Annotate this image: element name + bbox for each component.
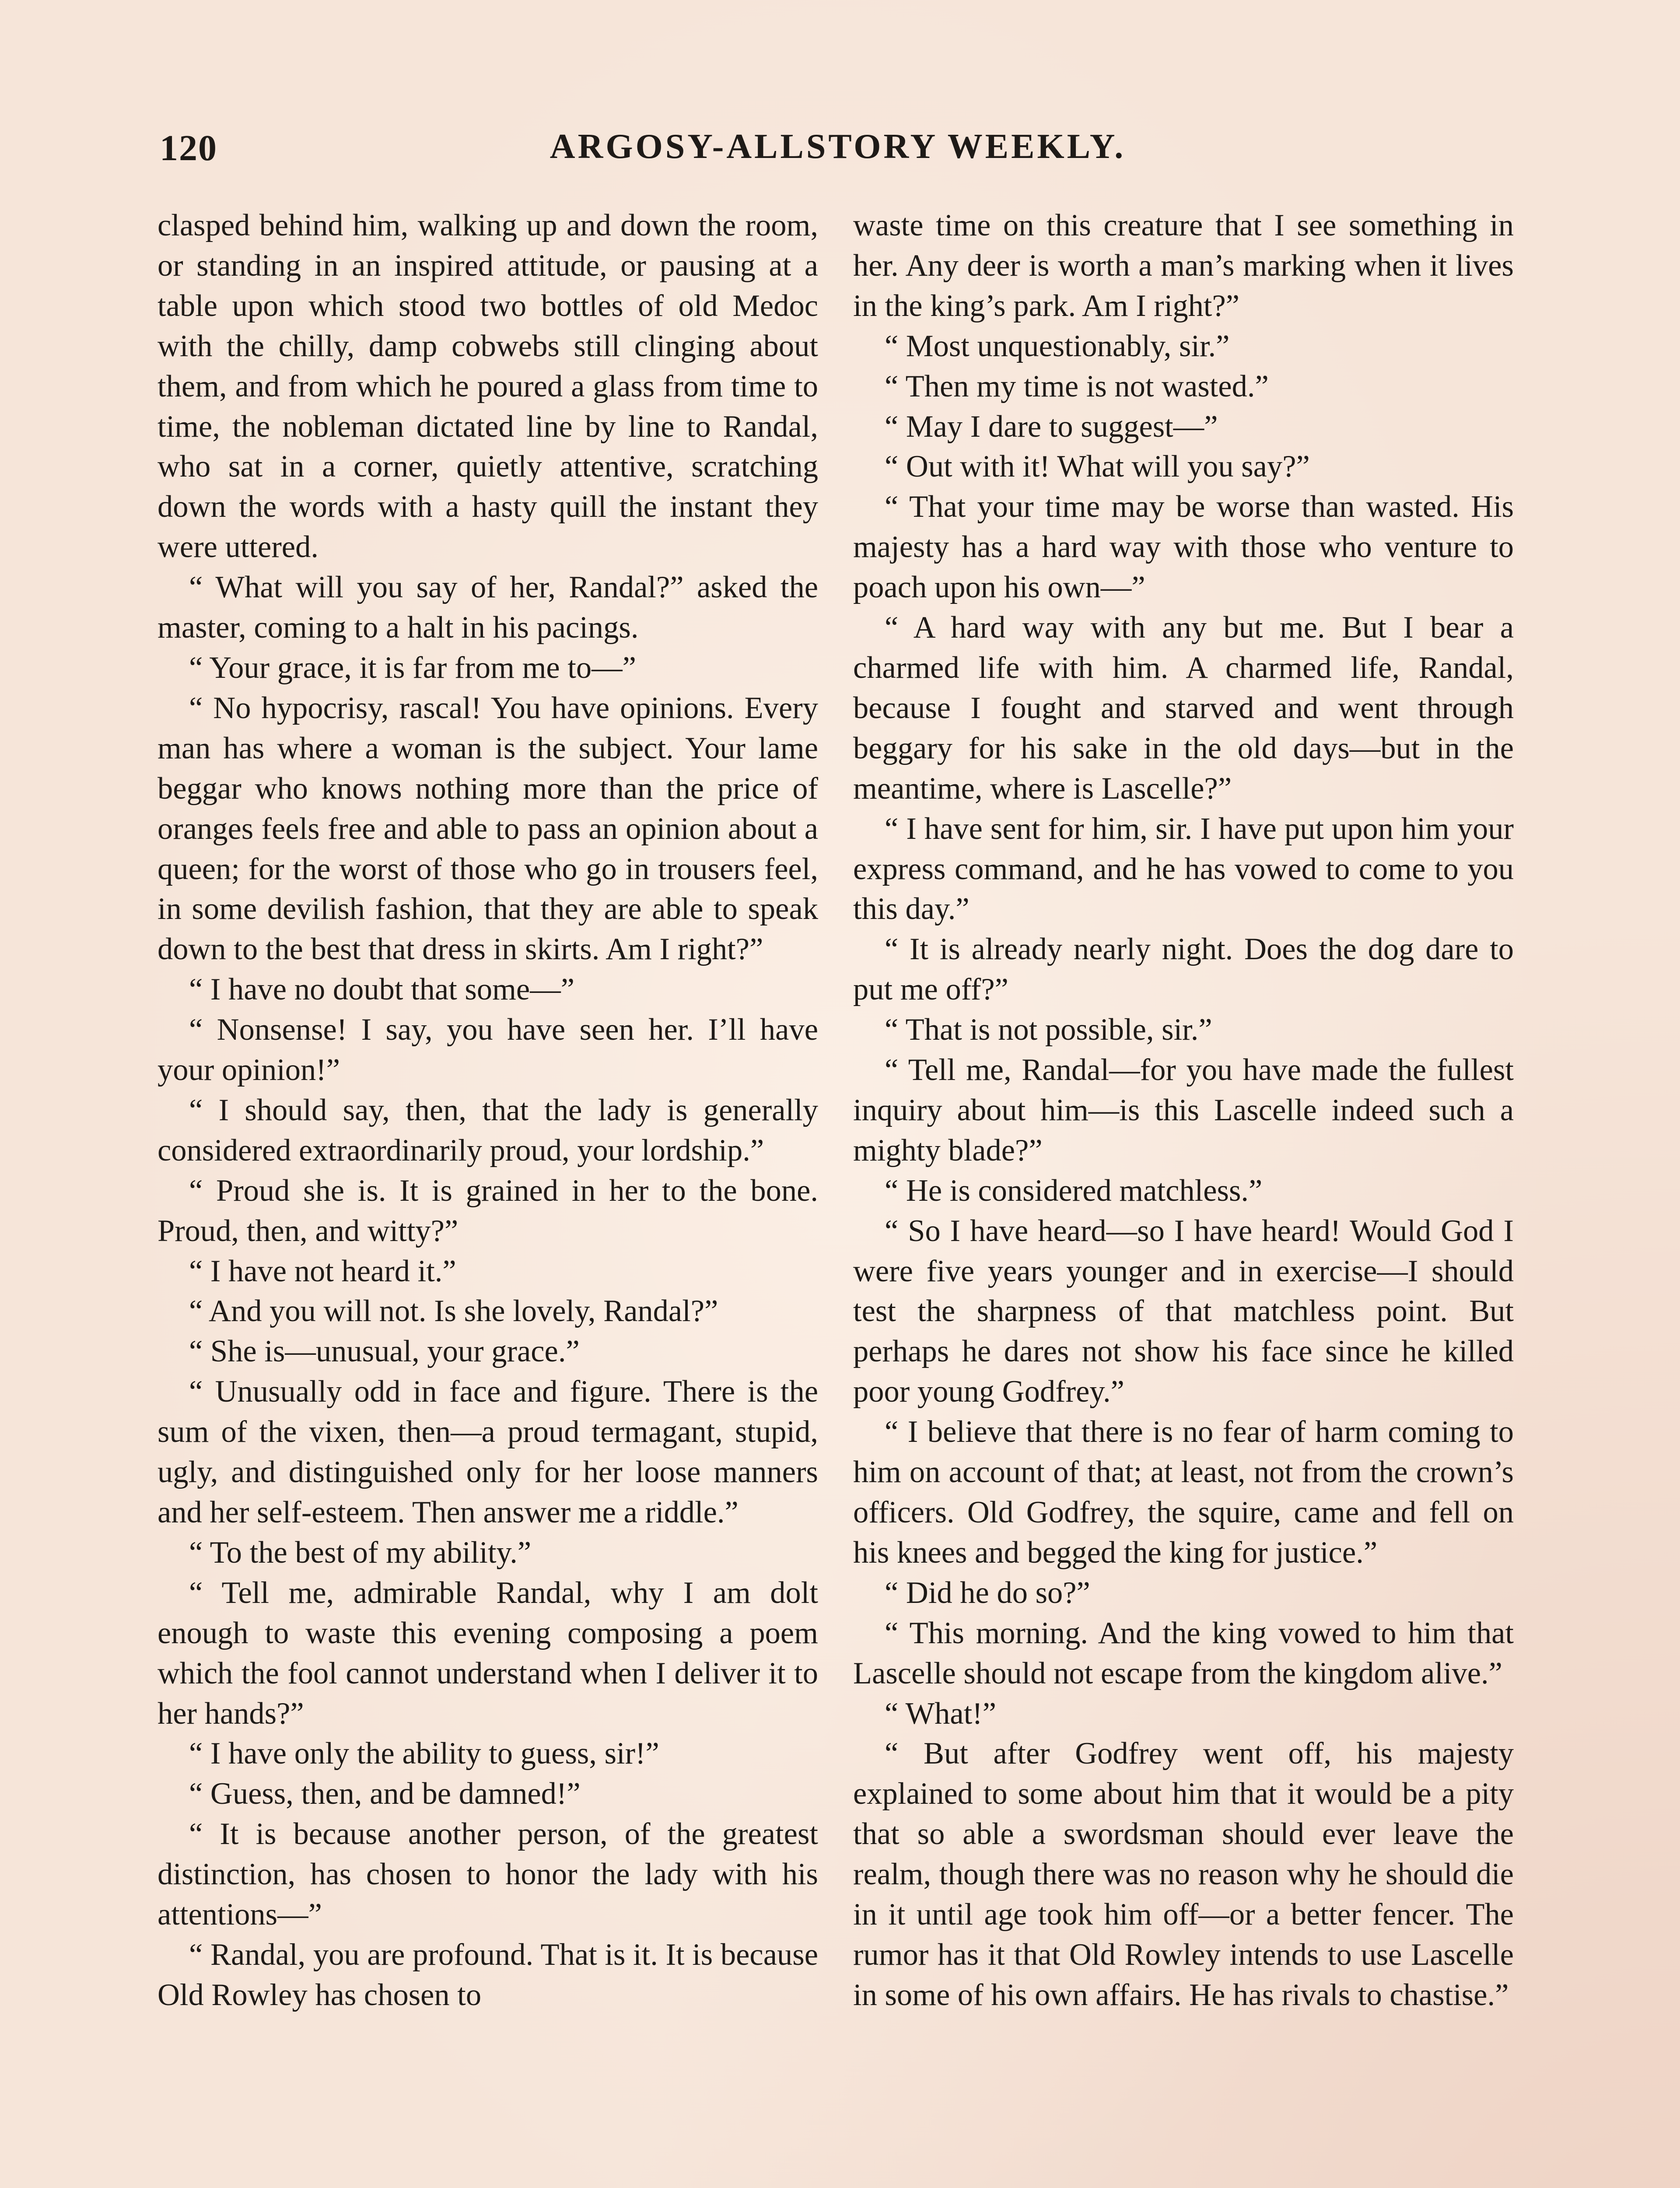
paragraph: “ Your grace, it is far from me to—” (189, 650, 636, 685)
paragraph: “ This morning. And the king vowed to him that Lascelle should not escape from the kingdom alive.” (853, 1616, 1514, 1690)
paragraph: “ Then my time is not wasted.” (885, 369, 1269, 403)
paragraph: waste time on this creature that I see something in her. Any deer is worth a man’s marking when it lives in the king’s park. Am I right?” (853, 208, 1514, 323)
paragraph: “ He is considered matchless.” (885, 1173, 1263, 1208)
paragraph: “ So I have heard—so I have heard! Would God I were five years younger and in exercise—I should test the sharpness of that matchless point. But perhaps he dares not show his face since he killed poor young Godfrey.” (853, 1213, 1514, 1409)
paragraph: clasped behind him, walking up and down the room, or standing in an inspired attitude, or pausing at a table upon which stood two bottles of old Medoc with the chilly, damp cobwebs still clinging about them, and from which he poured a glass from time to time, the nobleman dictated line by line to Randal, who sat in a corner, quietly attentive, scratching down the words with a hasty quill the instant they were uttered. (158, 208, 818, 565)
paragraph: “ That your time may be worse than wasted. His majesty has a hard way with those who venture to poach upon his own—” (853, 490, 1514, 605)
paragraph: “ But after Godfrey went off, his majesty explained to some about him that it would be a pity that so able a swordsman should ever leave the realm, though there was no reason why he should die in it until age took him off—or a better fencer. The rumor has it that Old Rowley intends to use Lascelle in some of his own affairs. He has rivals to chastise.” (853, 1736, 1514, 2012)
paragraph: “ I have no doubt that some—” (189, 972, 575, 1007)
paragraph: “ That is not possible, sir.” (885, 1013, 1212, 1047)
paragraph: “ What!” (885, 1696, 997, 1731)
running-title: ARGOSY-ALLSTORY WEEKLY. (550, 127, 1126, 166)
paragraph: “ She is—unusual, your grace.” (189, 1334, 580, 1369)
page-number: 120 (160, 128, 217, 168)
paragraph: “ Tell me, Randal—for you have made the fullest inquiry about him—is this Lascelle indeed such a mighty blade?” (853, 1053, 1514, 1168)
left-column (158, 206, 818, 2016)
paragraph: “ To the best of my ability.” (189, 1535, 532, 1570)
paragraph: “ It is already nearly night. Does the dog dare to put me off?” (853, 932, 1514, 1007)
page-header (160, 127, 1516, 175)
paragraph: “ Did he do so?” (885, 1575, 1090, 1610)
paragraph: “ May I dare to suggest—” (885, 409, 1218, 444)
paragraph: “ Proud she is. It is grained in her to the bone. Proud, then, and witty?” (158, 1173, 818, 1248)
paragraph: “ Guess, then, and be damned!” (189, 1777, 581, 1811)
paragraph: “ I have only the ability to guess, sir!” (189, 1736, 659, 1771)
paragraph: “ It is because another person, of the greatest distinction, has chosen to honor the lady with his attentions—” (158, 1817, 818, 1932)
paragraph: “ Most unquestionably, sir.” (885, 329, 1230, 363)
paragraph: “ Unusually odd in face and figure. There is the sum of the vixen, then—a proud termagant, stupid, ugly, and distinguished only for her loose manners and her self-esteem. Then answer me a riddle.” (158, 1375, 818, 1529)
paragraph: “ And you will not. Is she lovely, Randal?” (189, 1294, 718, 1329)
paragraph: “ Tell me, admirable Randal, why I am dolt enough to waste this evening composing a poem which the fool cannot understand when I deliver it to her hands?” (158, 1575, 818, 1731)
paragraph: “ Nonsense! I say, you have seen her. I’ll have your opinion!” (158, 1013, 818, 1087)
paragraph: “ No hypocrisy, rascal! You have opinions. Every man has where a woman is the subject. Your lame beggar who knows nothing more than the price of oranges feels free and able to pass an opinion about a queen; for the worst of those who go in trousers feel, in some devilish fashion, that they are able to speak down to the best that dress in skirts. Am I right?” (158, 691, 818, 967)
paragraph: “ Out with it! What will you say?” (885, 449, 1310, 484)
paragraph: “ I believe that there is no fear of harm coming to him on account of that; at least, not from the crown’s officers. Old Godfrey, the squire, came and fell on his knees and begged the king for justice.” (853, 1415, 1514, 1570)
paragraph: “ A hard way with any but me. But I bear a charmed life with him. A charmed life, Randal, because I fought and starved and went through beggary for his sake in the old days—but in the meantime, where is Lascelle?” (853, 610, 1514, 806)
right-column (853, 206, 1514, 2016)
paragraph: “ What will you say of her, Randal?” asked the master, coming to a halt in his pacings. (158, 570, 818, 645)
paragraph: “ I should say, then, that the lady is generally considered extraordinarily proud, your lordship.” (158, 1093, 818, 1168)
paragraph: “ Randal, you are profound. That is it. It is because Old Rowley has chosen to (158, 1937, 818, 2012)
paragraph: “ I have sent for him, sir. I have put upon him your express command, and he has vowed to come to you this day.” (853, 811, 1514, 926)
paragraph: “ I have not heard it.” (189, 1254, 456, 1288)
